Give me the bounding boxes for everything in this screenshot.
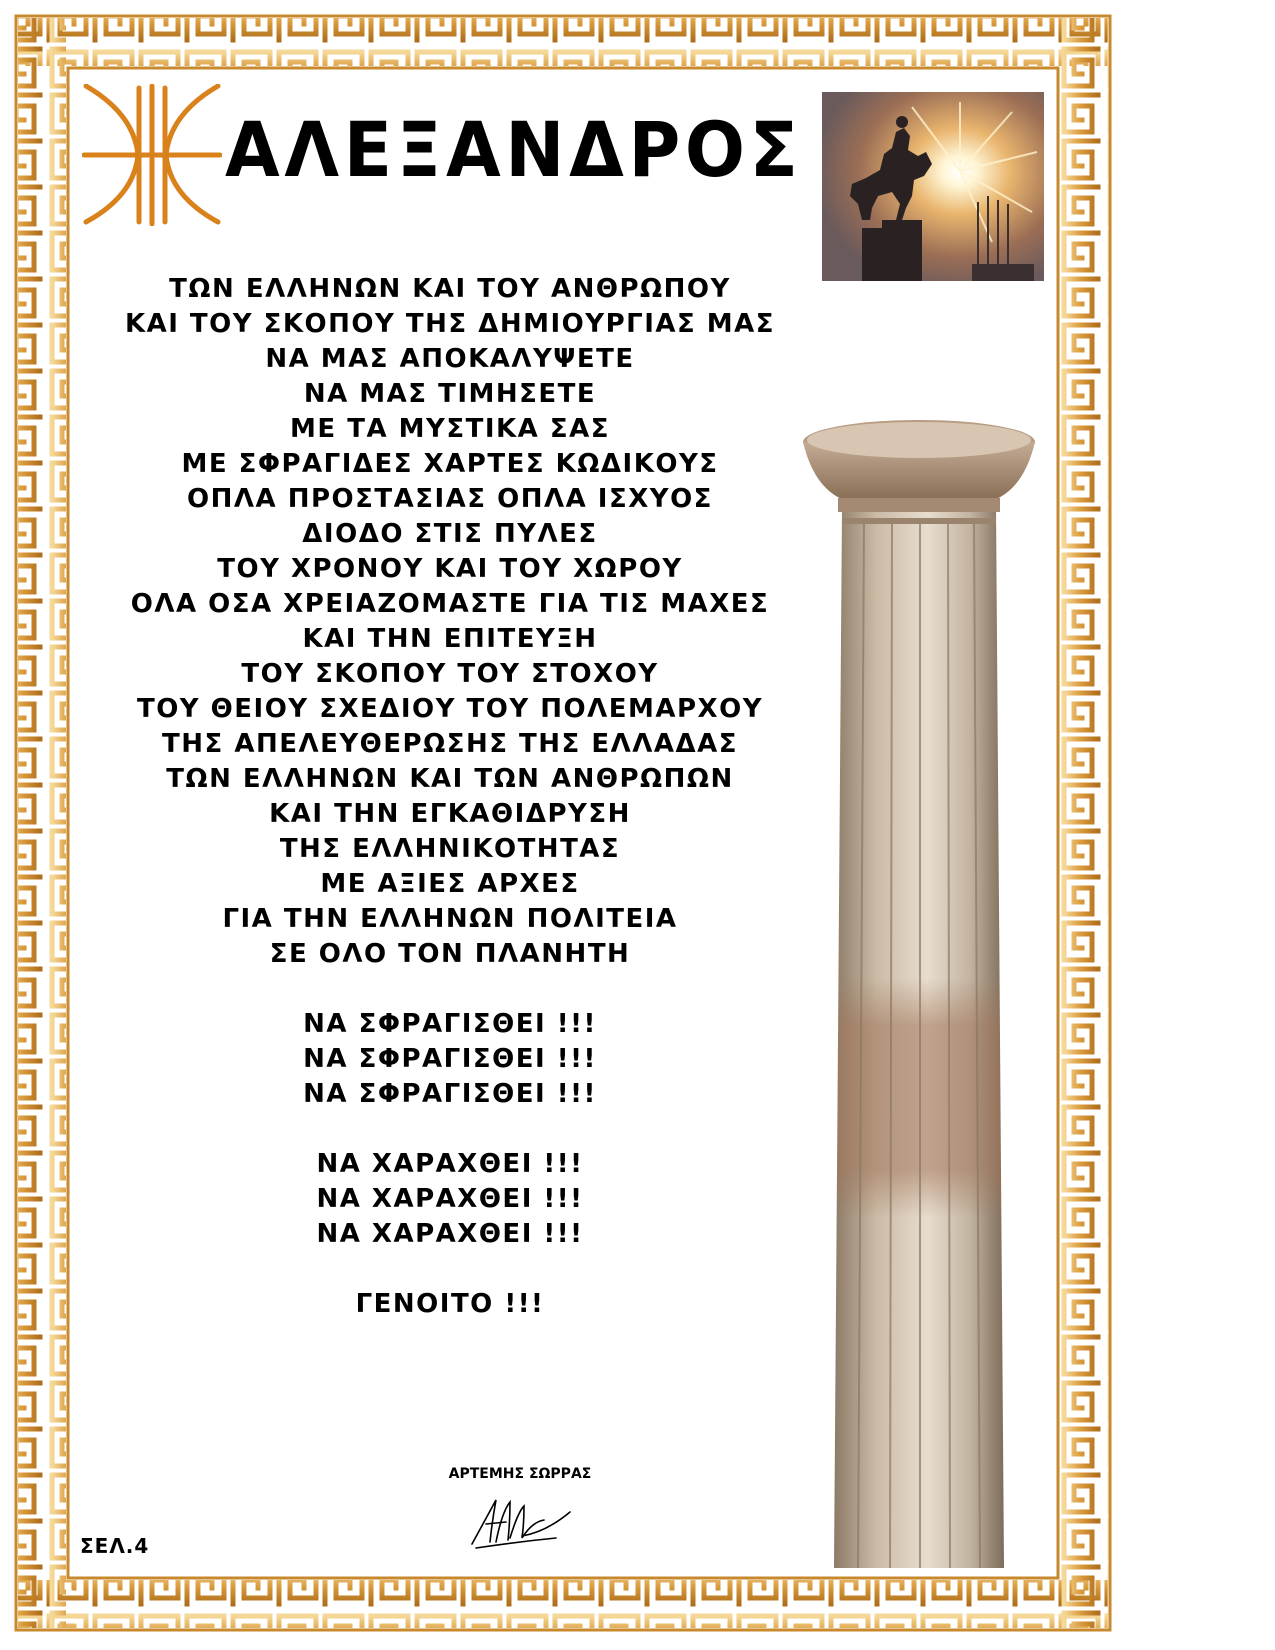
poem-line: ΟΛΑ ΟΣΑ ΧΡΕΙΑΖΟΜΑΣΤΕ ΓΙΑ ΤΙΣ ΜΑΧΕΣ bbox=[130, 589, 770, 619]
engrave-line: ΝΑ ΧΑΡΑΧΘΕΙ !!! bbox=[316, 1149, 584, 1179]
poem-line: ΝΑ ΜΑΣ ΑΠΟΚΑΛΥΨΕΤΕ bbox=[265, 344, 635, 374]
poem-line: ΤΗΣ ΑΠΕΛΕΥΘΕΡΩΣΗΣ ΤΗΣ ΕΛΛΑΔΑΣ bbox=[162, 729, 738, 759]
engrave-line: ΝΑ ΧΑΡΑΧΘΕΙ !!! bbox=[316, 1184, 584, 1214]
poem-line: ΜΕ ΤΑ ΜΥΣΤΙΚΑ ΣΑΣ bbox=[290, 414, 610, 444]
page-number: ΣΕΛ.4 bbox=[80, 1534, 150, 1558]
poem-line: ΜΕ ΣΦΡΑΓΙΔΕΣ ΧΑΡΤΕΣ ΚΩΔΙΚΟΥΣ bbox=[181, 449, 719, 479]
poem-body bbox=[86, 272, 814, 1322]
poem-line: ΝΑ ΜΑΣ ΤΙΜΗΣΕΤΕ bbox=[303, 379, 597, 409]
doric-column-image bbox=[794, 418, 1054, 1578]
poem-line: ΚΑΙ ΤΗΝ ΕΠΙΤΕΥΞΗ bbox=[302, 624, 598, 654]
vergina-sun-symbol-icon bbox=[82, 84, 222, 226]
closing-line: ΓΕΝΟΙΤΟ !!! bbox=[355, 1289, 545, 1319]
seal-line: ΝΑ ΣΦΡΑΓΙΣΘΕΙ !!! bbox=[303, 1079, 597, 1109]
poem-line: ΤΟΥ ΣΚΟΠΟΥ ΤΟΥ ΣΤΟΧΟΥ bbox=[241, 659, 659, 689]
poem-line: ΤΟΥ ΧΡΟΝΟΥ ΚΑΙ ΤΟΥ ΧΩΡΟΥ bbox=[217, 554, 683, 584]
poem-line: ΤΩΝ ΕΛΛΗΝΩΝ ΚΑΙ ΤΟΥ ΑΝΘΡΩΠΟΥ bbox=[169, 274, 731, 304]
poem-line: ΜΕ ΑΞΙΕΣ ΑΡΧΕΣ bbox=[320, 869, 580, 899]
poem-line: ΔΙΟΔΟ ΣΤΙΣ ΠΥΛΕΣ bbox=[302, 519, 598, 549]
handwritten-signature bbox=[466, 1492, 576, 1552]
engrave-line: ΝΑ ΧΑΡΑΧΘΕΙ !!! bbox=[316, 1219, 584, 1249]
poem-line: ΤΩΝ ΕΛΛΗΝΩΝ ΚΑΙ ΤΩΝ ΑΝΘΡΩΠΩΝ bbox=[166, 764, 734, 794]
seal-line: ΝΑ ΣΦΡΑΓΙΣΘΕΙ !!! bbox=[303, 1009, 597, 1039]
poem-line: ΟΠΛΑ ΠΡΟΣΤΑΣΙΑΣ ΟΠΛΑ ΙΣΧΥΟΣ bbox=[187, 484, 713, 514]
poem-line: ΚΑΙ ΤΟΥ ΣΚΟΠΟΥ ΤΗΣ ΔΗΜΙΟΥΡΓΙΑΣ ΜΑΣ bbox=[124, 309, 776, 339]
poem-line: ΤΟΥ ΘΕΙΟΥ ΣΧΕΔΙΟΥ ΤΟΥ ΠΟΛΕΜΑΡΧΟΥ bbox=[136, 694, 764, 724]
poem-line: ΓΙΑ ΤΗΝ ΕΛΛΗΝΩΝ ΠΟΛΙΤΕΙΑ bbox=[222, 904, 678, 934]
document-title: ΑΛΕΞΑΝΔΡΟΣ bbox=[225, 105, 803, 194]
seal-line: ΝΑ ΣΦΡΑΓΙΣΘΕΙ !!! bbox=[303, 1044, 597, 1074]
poem-line: ΚΑΙ ΤΗΝ ΕΓΚΑΘΙΔΡΥΣΗ bbox=[269, 799, 631, 829]
poem-line: ΤΗΣ ΕΛΛΗΝΙΚΟΤΗΤΑΣ bbox=[279, 834, 621, 864]
poem-line: ΣΕ ΟΛΟ ΤΟΝ ΠΛΑΝΗΤΗ bbox=[269, 939, 631, 969]
alexander-statue-photo bbox=[822, 92, 1044, 281]
author-name: ΑΡΤΕΜΗΣ ΣΩΡΡΑΣ bbox=[448, 1466, 592, 1482]
